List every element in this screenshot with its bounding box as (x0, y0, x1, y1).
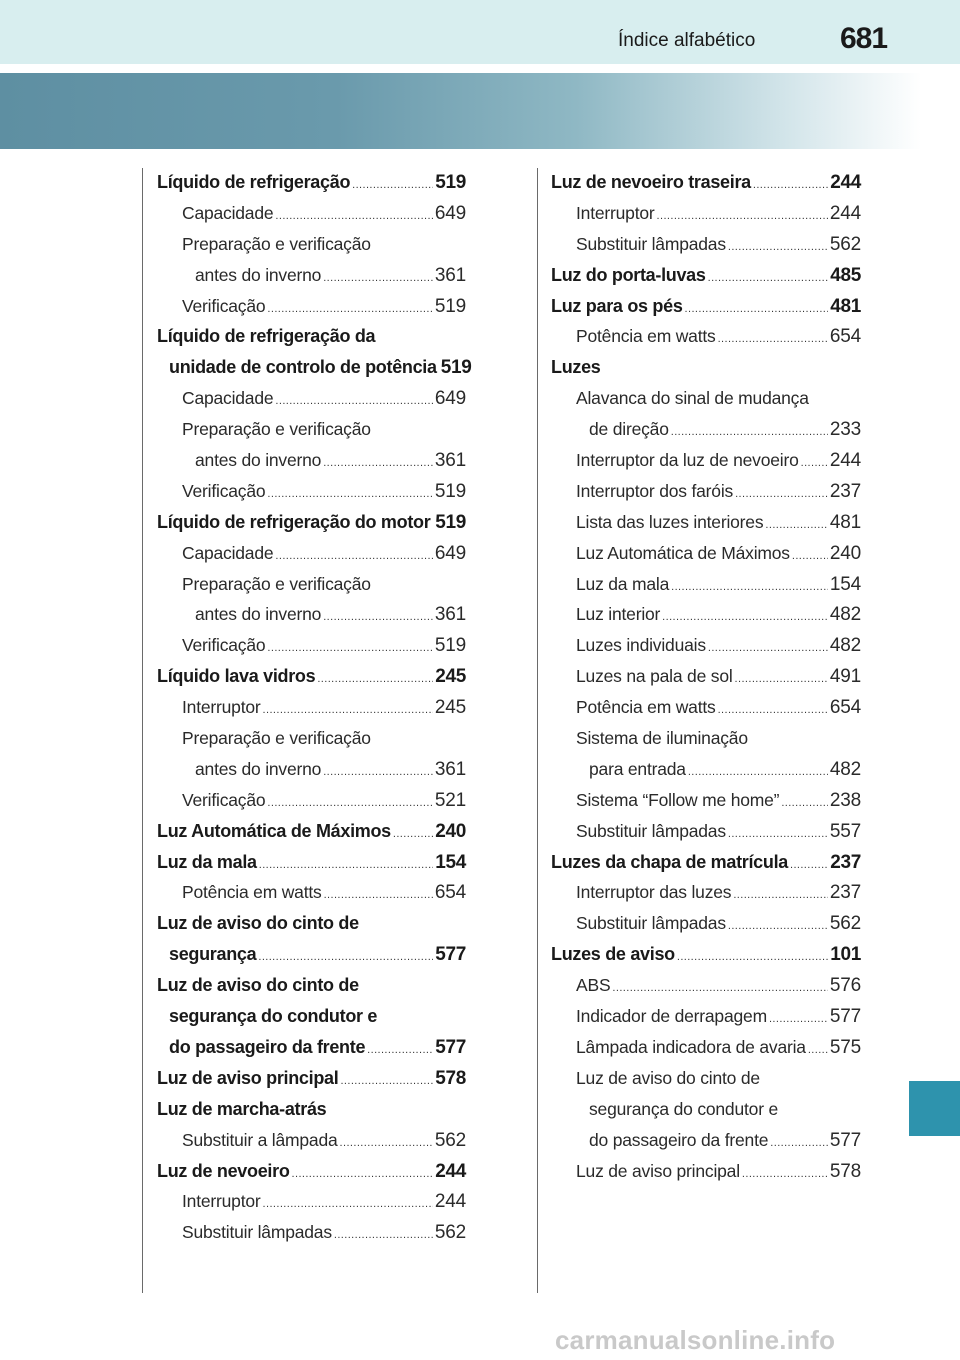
index-entry-label: Capacidade (182, 542, 274, 563)
leader-dots (662, 602, 828, 633)
index-entry (551, 723, 861, 754)
index-entry-page[interactable]: 245 (435, 666, 466, 688)
index-entry[interactable] (157, 476, 466, 507)
index-entry-label: Interruptor (576, 202, 655, 223)
index-entry-label: segurança (169, 944, 257, 965)
index-entry-label: Substituir a lâmpada (182, 1129, 338, 1150)
index-entry[interactable] (157, 352, 472, 383)
index-entry (157, 414, 466, 445)
leader-dots (708, 263, 829, 294)
index-entry-label: Preparação e verificação (182, 728, 371, 749)
leader-dots (275, 541, 432, 572)
leader-dots (612, 973, 827, 1004)
leader-dots (267, 479, 432, 510)
index-entry-page[interactable]: 481 (830, 295, 861, 317)
leader-dots (323, 263, 433, 294)
index-entry (157, 723, 466, 754)
index-entry-label: Luz da mala (576, 573, 670, 594)
leader-dots (733, 880, 828, 911)
leader-dots (340, 1128, 433, 1159)
index-entry-page[interactable]: 576 (829, 975, 861, 997)
index-entry[interactable] (157, 847, 466, 878)
leader-dots (275, 386, 432, 417)
index-entry-label: Verificação (182, 789, 266, 810)
index-entry-page[interactable]: 244 (829, 202, 861, 224)
leader-dots (685, 294, 829, 325)
index-entry-label: Interruptor da luz de nevoeiro (576, 450, 799, 471)
index-entry[interactable] (551, 414, 861, 445)
leader-dots (735, 479, 828, 510)
index-entry[interactable] (157, 939, 466, 970)
index-entry-page[interactable]: 577 (829, 1006, 861, 1028)
index-entry[interactable] (157, 661, 466, 692)
index-entry-label: Luz Automática de Máximos (157, 820, 391, 841)
index-entry-page[interactable]: 575 (829, 1036, 861, 1058)
index-entry-page[interactable]: 482 (829, 758, 861, 780)
index-entry-label: Luz de aviso principal (157, 1067, 339, 1088)
index-entry[interactable] (551, 692, 861, 723)
index-entry (157, 970, 466, 1001)
leader-dots (671, 417, 828, 448)
section-title: Índice alfabético (618, 30, 756, 51)
index-entry[interactable] (551, 1032, 861, 1063)
leader-dots (671, 572, 828, 603)
index-entry-label: Luzes individuais (576, 635, 706, 656)
leader-dots (267, 294, 432, 325)
index-entry[interactable] (551, 569, 861, 600)
index-entry-page[interactable]: 237 (829, 480, 861, 502)
index-entry-page[interactable]: 101 (830, 944, 861, 966)
index-entry[interactable] (551, 939, 861, 970)
index-entry-label: Preparação e verificação (182, 573, 371, 594)
leader-dots (317, 664, 433, 695)
index-column-left (157, 167, 472, 1248)
index-entry[interactable] (551, 661, 861, 692)
leader-dots (258, 942, 433, 973)
index-entry[interactable] (157, 1186, 466, 1217)
index-entry-label: Preparação e verificação (182, 419, 371, 440)
index-entry-page[interactable]: 361 (434, 264, 466, 286)
index-entry-page[interactable]: 562 (434, 1129, 466, 1151)
index-entry-label: Capacidade (182, 388, 274, 409)
index-entry[interactable] (551, 1156, 861, 1187)
leader-dots (792, 541, 828, 572)
section-thumb-tab[interactable] (909, 1081, 960, 1136)
watermark: carmanualsonline.info (555, 1325, 836, 1355)
leader-dots (770, 1128, 828, 1159)
leader-dots (323, 602, 433, 633)
index-entry-label: Líquido lava vidros (157, 666, 316, 687)
index-entry-label: Luz Automática de Máximos (576, 542, 790, 563)
index-entry-page[interactable]: 577 (435, 944, 466, 966)
index-entry[interactable] (157, 754, 466, 785)
index-entry-label: antes do inverno (195, 758, 322, 779)
leader-dots (753, 170, 828, 201)
right-column-rule (537, 168, 538, 1293)
index-entry-page[interactable]: 577 (435, 1036, 466, 1058)
index-entry[interactable] (157, 1063, 466, 1094)
index-entry-page[interactable]: 654 (829, 326, 861, 348)
left-column-rule (142, 168, 143, 1293)
index-entry[interactable] (157, 538, 466, 569)
index-entry-label: Lâmpada indicadora de avaria (576, 1036, 806, 1057)
index-entry[interactable] (551, 321, 861, 352)
index-entry-label: Potência em watts (576, 697, 716, 718)
index-entry (157, 908, 466, 939)
leader-dots (657, 201, 828, 232)
index-entry-label: para entrada (589, 758, 686, 779)
index-entry-label: Indicador de derrapagem (576, 1006, 767, 1027)
index-entry[interactable] (157, 383, 466, 414)
index-entry (157, 1001, 466, 1032)
index-entry[interactable] (551, 167, 861, 198)
leader-dots (742, 1159, 828, 1190)
index-entry (551, 352, 861, 383)
index-entry-label: Luz para os pés (551, 295, 683, 316)
index-entry[interactable] (157, 198, 466, 229)
index-entry-label: Luz interior (576, 604, 661, 625)
leader-dots (677, 942, 828, 973)
index-entry-label: Interruptor (182, 1191, 261, 1212)
index-entry-page[interactable]: 481 (829, 511, 861, 533)
index-entry-label: Alavanca do sinal de mudança (576, 388, 809, 409)
index-entry[interactable] (551, 754, 861, 785)
index-entry (157, 569, 466, 600)
leader-dots (735, 664, 828, 695)
index-entry (551, 1063, 861, 1094)
index-entry (157, 321, 466, 352)
index-entry[interactable] (551, 229, 861, 260)
index-entry-label: Líquido de refrigeração da (157, 326, 376, 347)
index-entry-label: Luz de marcha-atrás (157, 1098, 327, 1119)
index-entry-label: ABS (576, 975, 611, 996)
leader-dots (769, 1004, 828, 1035)
leader-dots (432, 510, 433, 541)
index-entry-label: Interruptor das luzes (576, 882, 732, 903)
leader-dots (340, 1066, 433, 1097)
index-entry[interactable] (157, 291, 466, 322)
index-entry-label: Luz de nevoeiro (157, 1160, 290, 1181)
index-entry-page[interactable]: 519 (435, 172, 466, 193)
index-entry-page[interactable]: 562 (829, 233, 861, 255)
index-entry-page[interactable]: 240 (435, 820, 466, 842)
index-entry-label: Potência em watts (182, 882, 322, 903)
leader-dots (323, 448, 433, 479)
index-entry-label: Luz da mala (157, 851, 257, 872)
index-entry-page[interactable]: 519 (434, 635, 466, 657)
index-entry[interactable] (157, 599, 466, 630)
index-entry[interactable] (157, 1032, 466, 1063)
index-entry-label: Substituir lâmpadas (576, 233, 726, 254)
leader-dots (267, 788, 432, 819)
index-entry[interactable] (551, 599, 861, 630)
index-entry[interactable] (551, 908, 861, 939)
leader-dots (292, 1159, 434, 1190)
index-entry-page[interactable]: 562 (434, 1222, 466, 1244)
index-entry-page[interactable]: 237 (830, 851, 861, 873)
index-entry-page[interactable]: 519 (434, 295, 466, 317)
index-entry-page[interactable]: 562 (829, 913, 861, 935)
index-entry-label: Substituir lâmpadas (576, 913, 726, 934)
leader-dots (728, 819, 828, 850)
leader-dots (259, 850, 433, 881)
index-entry-page[interactable]: 577 (829, 1129, 861, 1151)
index-entry[interactable] (551, 445, 861, 476)
index-entry-page[interactable]: 519 (440, 357, 472, 379)
index-entry[interactable] (157, 816, 466, 847)
index-entry-label: Líquido de refrigeração do motor (157, 511, 431, 532)
leader-dots (790, 850, 828, 881)
index-entry-label: Interruptor (182, 697, 261, 718)
index-entry-page[interactable]: 237 (829, 882, 861, 904)
index-entry[interactable] (551, 877, 861, 908)
index-entry[interactable] (157, 1156, 466, 1187)
index-entry-label: Capacidade (182, 202, 274, 223)
index-entry[interactable] (551, 507, 861, 538)
leader-dots (708, 633, 828, 664)
leader-dots (808, 1035, 828, 1066)
index-entry[interactable] (157, 167, 466, 198)
index-entry-label: do passageiro da frente (169, 1036, 366, 1057)
leader-dots (393, 819, 433, 850)
index-entry[interactable] (551, 198, 861, 229)
leader-dots (352, 170, 433, 201)
index-entry-page[interactable]: 238 (829, 789, 861, 811)
index-entry[interactable] (551, 847, 861, 878)
leader-dots (263, 695, 433, 726)
index-entry-label: Verificação (182, 635, 266, 656)
index-entry-label: Sistema de iluminação (576, 728, 748, 749)
index-entry-page[interactable]: 654 (829, 697, 861, 719)
index-entry[interactable] (157, 507, 466, 538)
index-entry[interactable] (551, 1125, 861, 1156)
index-entry-page[interactable]: 519 (435, 511, 466, 533)
index-entry-label: Substituir lâmpadas (576, 820, 726, 841)
index-entry-label: Substituir lâmpadas (182, 1222, 332, 1243)
leader-dots (765, 510, 827, 541)
index-entry[interactable] (551, 260, 861, 291)
index-entry[interactable] (551, 291, 861, 322)
index-entry[interactable] (157, 692, 466, 723)
leader-dots (801, 448, 828, 479)
leader-dots (718, 695, 828, 726)
index-entry-label: de direção (589, 419, 669, 440)
index-entry-page[interactable]: 482 (829, 635, 861, 657)
index-entry (551, 1094, 861, 1125)
index-entry-page[interactable]: 361 (434, 758, 466, 780)
index-entry-page[interactable]: 244 (434, 1191, 466, 1213)
header-gradient-band (0, 73, 960, 149)
index-entry-page[interactable]: 557 (829, 820, 861, 842)
index-entry-label: Líquido de refrigeração (157, 172, 351, 192)
index-column-right (551, 167, 861, 1186)
index-entry-label: Luz de aviso do cinto de (157, 913, 359, 934)
index-entry[interactable] (157, 1217, 466, 1248)
top-band (0, 0, 960, 64)
index-entry-label: Luz de aviso do cinto de (576, 1067, 760, 1088)
leader-dots (275, 201, 432, 232)
index-entry-page[interactable]: 154 (435, 851, 466, 873)
index-entry-page[interactable]: 244 (435, 1160, 466, 1182)
index-entry-page[interactable]: 649 (434, 388, 466, 410)
index-entry[interactable] (551, 476, 861, 507)
index-entry-page[interactable]: 154 (829, 573, 861, 595)
index-entry-page[interactable]: 649 (434, 202, 466, 224)
leader-dots (263, 1189, 433, 1220)
index-entry (157, 229, 466, 260)
index-entry-label: segurança do condutor e (589, 1098, 779, 1119)
index-entry-label: Sistema “Follow me home” (576, 789, 780, 810)
leader-dots (688, 757, 828, 788)
index-entry-page[interactable]: 361 (434, 604, 466, 626)
index-entry-page[interactable]: 482 (829, 604, 861, 626)
index-entry[interactable] (157, 785, 466, 816)
index-entry[interactable] (157, 630, 466, 661)
index-entry-label: Preparação e verificação (182, 233, 371, 254)
index-entry-label: antes do inverno (195, 450, 322, 471)
leader-dots (324, 880, 433, 911)
index-entry[interactable] (551, 1001, 861, 1032)
index-entry-label: Luzes da chapa de matrícula (551, 851, 788, 872)
index-entry[interactable] (551, 538, 861, 569)
index-entry-page[interactable]: 361 (434, 450, 466, 472)
leader-dots (718, 324, 828, 355)
leader-dots (267, 633, 432, 664)
index-entry-label: Luzes (551, 357, 601, 378)
index-entry-page[interactable]: 233 (829, 419, 861, 441)
index-entry[interactable] (551, 785, 861, 816)
index-entry-label: Luz de aviso do cinto de (157, 975, 359, 996)
index-entry-label: Luzes de aviso (551, 944, 675, 965)
leader-dots (323, 757, 433, 788)
index-entry-label: segurança do condutor e (169, 1006, 378, 1027)
index-entry-label: Verificação (182, 480, 266, 501)
index-entry[interactable] (157, 445, 466, 476)
index-entry-label: Luz de nevoeiro traseira (551, 172, 751, 192)
index-entry-page[interactable]: 519 (434, 480, 466, 502)
index-entry-label: Luz de aviso principal (576, 1160, 740, 1181)
index-entry[interactable] (157, 877, 466, 908)
index-entry (157, 1094, 466, 1125)
leader-dots (367, 1035, 433, 1066)
leader-dots (781, 788, 828, 819)
index-entry-page[interactable]: 244 (830, 172, 861, 193)
leader-dots (728, 232, 828, 263)
index-entry-label: antes do inverno (195, 604, 322, 625)
page-number: 681 (840, 22, 888, 55)
index-entry-label: antes do inverno (195, 264, 322, 285)
index-entry-label: unidade de controlo de potência (169, 357, 437, 378)
leader-dots (728, 911, 828, 942)
index-entry-page[interactable]: 485 (830, 264, 861, 286)
index-entry[interactable] (157, 1125, 466, 1156)
index-entry-label: Verificação (182, 295, 266, 316)
index-entry-label: Lista das luzes interiores (576, 511, 764, 532)
leader-dots (334, 1220, 433, 1251)
index-entry[interactable] (551, 816, 861, 847)
index-entry-page[interactable]: 654 (434, 882, 466, 904)
index-entry[interactable] (157, 260, 466, 291)
index-entry-page[interactable]: 649 (434, 542, 466, 564)
index-entry[interactable] (551, 970, 861, 1001)
index-entry-label: Interruptor dos faróis (576, 480, 734, 501)
index-entry-label: Luz do porta-luvas (551, 264, 706, 285)
index-entry-page[interactable]: 521 (434, 789, 466, 811)
index-entry-page[interactable]: 491 (829, 666, 861, 688)
index-entry-page[interactable]: 245 (434, 697, 466, 719)
index-entry-page[interactable]: 244 (829, 450, 861, 472)
index-entry-label: do passageiro da frente (589, 1129, 769, 1150)
index-entry-label: Luzes na pala de sol (576, 666, 733, 687)
index-entry-page[interactable]: 578 (435, 1067, 466, 1089)
index-entry-page[interactable]: 240 (829, 542, 861, 564)
index-entry-label: Potência em watts (576, 326, 716, 347)
index-entry (551, 383, 861, 414)
index-entry[interactable] (551, 630, 861, 661)
index-entry-page[interactable]: 578 (829, 1160, 861, 1182)
